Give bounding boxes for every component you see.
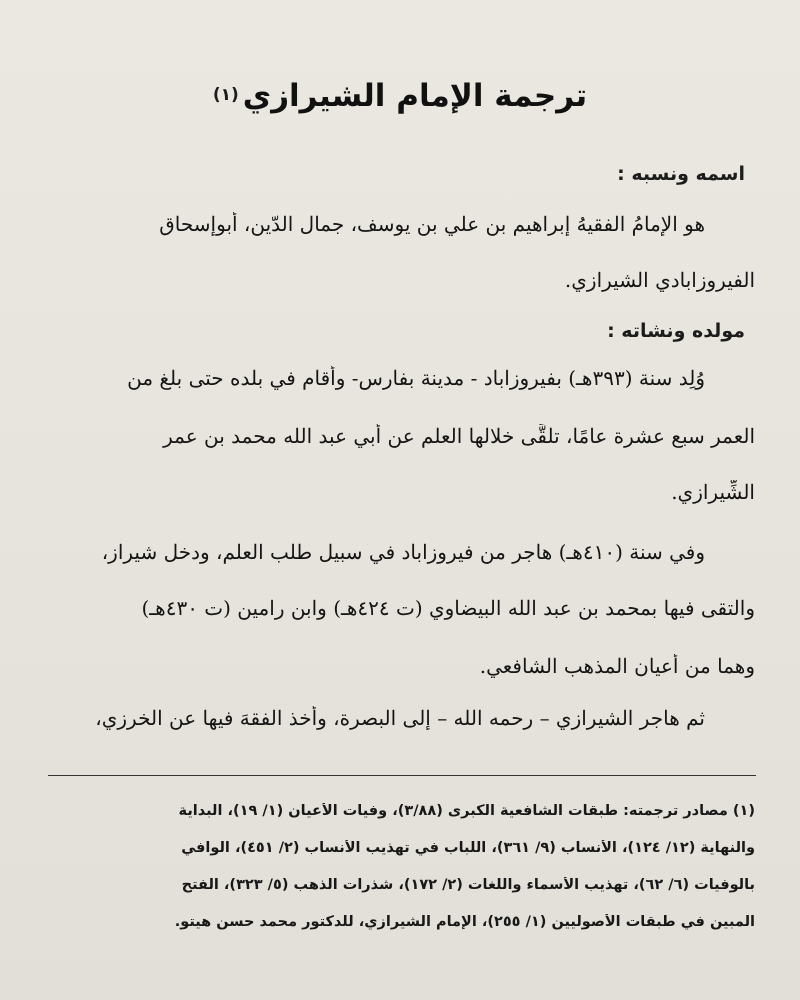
page-title: ترجمة الإمام الشيرازي: [242, 78, 588, 114]
body-line: وُلِد سنة (٣٩٣هـ) بفيروزاباد - مدينة بفارس- وأقام في بلده حتى بلغ من: [127, 366, 705, 390]
footnote-line: (١) مصادر ترجمته: طبقات الشافعية الكبرى (٣/٨٨)، وفيات الأعيان (١/ ١٩)، البداية: [178, 803, 755, 819]
body-line: وهما من أعيان المذهب الشافعي.: [479, 654, 755, 678]
section-heading-birth: مولده ونشاته :: [607, 320, 745, 342]
page-title-block: [0, 78, 800, 114]
footnote-line: بالوفيات (٦/ ٦٢)، تهذيب الأسماء واللغات (٢/ ١٧٢)، شذرات الذهب (٥/ ٣٢٣)، الفتح: [181, 877, 755, 893]
body-line: والتقى فيها بمحمد بن عبد الله البيضاوي (ت ٤٢٤هـ) وابن رامين (ت ٤٣٠هـ): [141, 596, 755, 620]
body-line: هو الإمامُ الفقيهُ إبراهيم بن علي بن يوسف، جمال الدّين، أبوإسحاق: [159, 212, 705, 236]
body-line: ثم هاجر الشيرازي – رحمه الله – إلى البصرة، وأخذ الفقهَ فيها عن الخرزي،: [95, 706, 705, 730]
body-line: العمر سبع عشرة عامًا، تلقَّى خلالها العلم عن أبي عبد الله محمد بن عمر: [163, 424, 755, 448]
section-heading-name: اسمه ونسبه :: [617, 163, 745, 185]
title-footnote-marker: (١): [212, 84, 239, 105]
footnote-divider: [48, 775, 756, 776]
body-line: وفي سنة (٤١٠هـ) هاجر من فيروزاباد في سبيل طلب العلم، ودخل شيراز،: [101, 540, 705, 564]
footnote-line: المبين في طبقات الأصوليين (١/ ٢٥٥)، الإمام الشيرازي، للدكتور محمد حسن هيتو.: [174, 914, 755, 930]
footnote-line: والنهاية (١٢/ ١٢٤)، الأنساب (٩/ ٣٦١)، اللباب في تهذيب الأنساب (٢/ ٤٥١)، الوافي: [181, 840, 755, 856]
body-line: الشِّيرازي.: [671, 480, 755, 504]
body-line: الفيروزابادي الشيرازي.: [564, 268, 755, 292]
